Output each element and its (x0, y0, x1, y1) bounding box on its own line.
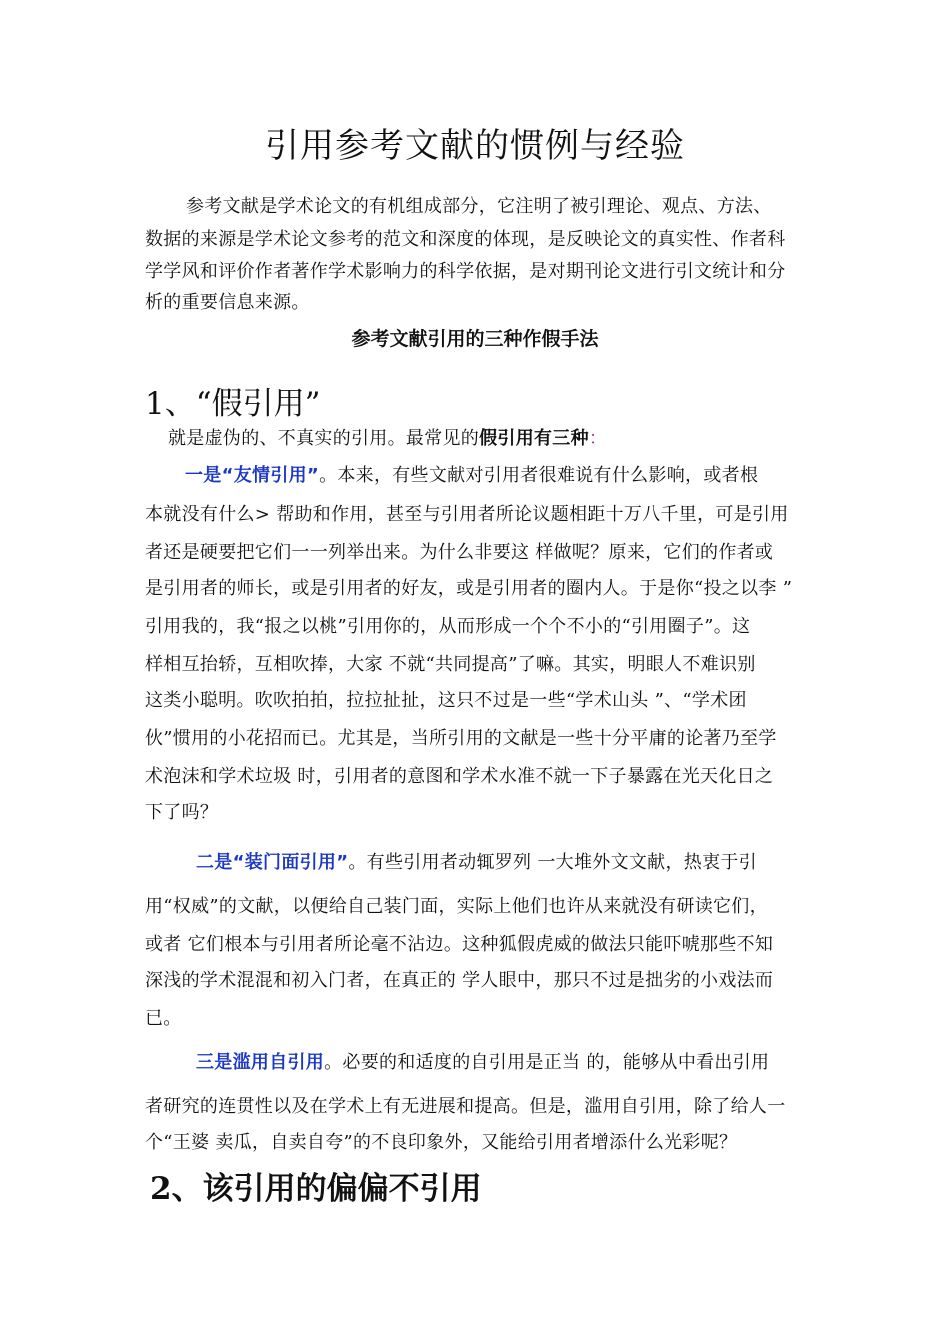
item-1-label: 一是“友情引用” (185, 465, 320, 486)
section-1-intro-text: 就是虚伪的、不真实的引用。最常见的 (168, 428, 480, 449)
item-2-line: 用“权威”的文献，以便给自己装门面，实际上他们也许从来就没有研读它们， (145, 896, 768, 917)
item-1-line: 术泡沫和学术垃圾 时，引用者的意图和学术水准不就一下子暴露在光天化日之 (145, 766, 774, 787)
item-3-label: 三是滥用自引用 (196, 1052, 325, 1073)
item-2-line: 已。 (145, 1008, 182, 1029)
item-1-line: 伙”惯用的小花招而已。尤其是，当所引用的文献是一些十分平庸的论著乃至学 (145, 728, 777, 749)
item-2-label: 二是“装门面引用” (196, 852, 349, 873)
item-1-after-label: 。本来，有些文献对引用者很难说有什么影响，或者根 (319, 465, 759, 486)
section-1-intro (168, 424, 607, 450)
document-title: 引用参考文献的惯例与经验 (265, 126, 685, 166)
item-2-line: 深浅的学术混混和初入门者，在真正的 学人眼中，那只不过是拙劣的小戏法而 (145, 970, 774, 991)
section-1-intro-bold: 假引用有三种 (479, 428, 589, 449)
intro-line-1: 参考文献是学术论文的有机组成部分，它注明了被引理论、观点、方法、 (186, 196, 772, 217)
section-1-intro-colon: ： (588, 428, 608, 449)
intro-line-2: 数据的来源是学术论文参考的范文和深度的体现，是反映论文的真实性、作者科 (145, 229, 786, 250)
item-1-line: 是引用者的师长，或是引用者的好友，或是引用者的圈内人。于是你“投之以李 ” (145, 578, 793, 599)
item-1-line: 引用我的，我“报之以桃”引用你的，从而形成一个个不小的“引用圈子”。这 (145, 616, 751, 637)
item-2-line: 或者 它们根本与引用者所论毫不沾边。这种狐假虎威的做法只能吓唬那些不知 (145, 934, 774, 955)
item-1-line: 本就没有什么> 帮助和作用，甚至与引用者所论议题相距十万八千里，可是引用 (145, 504, 789, 525)
section-2-heading: 2、该引用的偏偏不引用 (150, 1171, 482, 1207)
item-2-after-label: 。有些引用者动辄罗列 一大堆外文文献，热衷于引 (348, 852, 757, 873)
section-subheading: 参考文献引用的三种作假手法 (351, 328, 599, 350)
section-1-heading: 1、“假引用” (145, 386, 321, 422)
item-3-line: 个“王婆 卖瓜，自卖自夸”的不良印象外，又能给引用者增添什么光彩呢？ (145, 1132, 738, 1153)
item-3-line: 者研究的连贯性以及在学术上有无进展和提高。但是，滥用自引用，除了给人一 (145, 1096, 786, 1117)
intro-line-3: 学学风和评价作者著作学术影响力的科学依据，是对期刊论文进行引文统计和分 (145, 261, 786, 282)
item-1-line: 这类小聪明。吹吹拍拍，拉拉扯扯，这只不过是一些“学术山头 ”、“学术团 (145, 690, 747, 711)
item-3-first-line (196, 1048, 769, 1074)
item-2-first-line (196, 848, 757, 874)
item-1-line: 下了吗？ (145, 802, 219, 823)
item-3-after-label: 。必要的和适度的自引用是正当 的，能够从中看出引用 (324, 1052, 770, 1073)
item-1-line: 者还是硬要把它们一一列举出来。为什么非要这 样做呢？原来，它们的作者或 (145, 542, 774, 563)
intro-line-4: 析的重要信息来源。 (145, 292, 310, 313)
item-1-line: 样相互抬轿，互相吹捧，大家 不就“共同提高”了嘛。其实，明眼人不难识别 (145, 654, 756, 675)
item-1-first-line (185, 461, 758, 487)
